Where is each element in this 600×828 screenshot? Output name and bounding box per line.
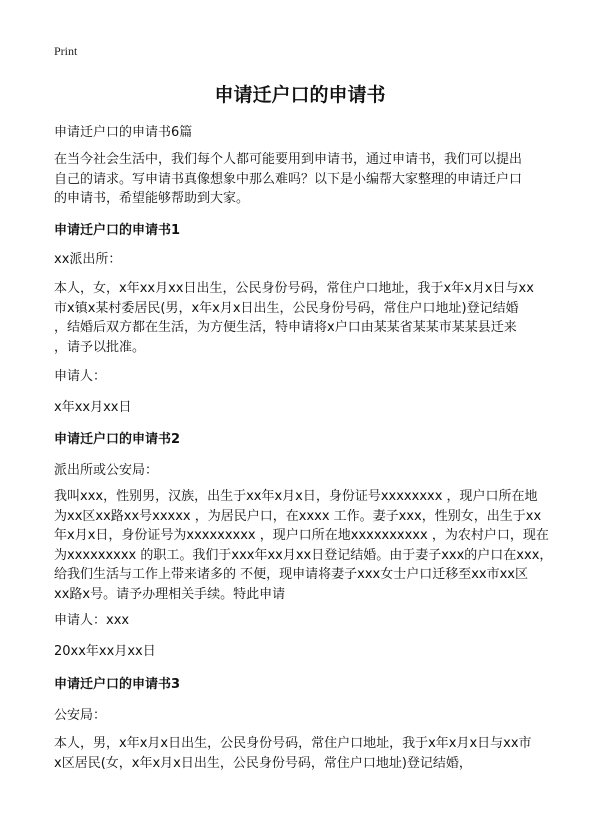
section-3-recipient: 公安局： bbox=[54, 708, 107, 723]
section-1-date: x年xx月xx日 bbox=[54, 400, 132, 415]
intro-line: 的申请书，希望能够帮助到大家。 bbox=[54, 191, 250, 206]
section-1-body-line: 本人，女，x年xx月xx日出生，公民身份号码，常住户口地址，我于x年x月x日与xx bbox=[54, 281, 534, 296]
section-1-applicant: 申请人： bbox=[54, 369, 107, 384]
section-2-body-line: 为xxxxxxxxx 的职工。我们于xxx年xx月xx日登记结婚。由于妻子xxx的户口在xxx， bbox=[54, 547, 553, 563]
section-2-body-line: 我叫xxx，性别男，汉族，出生于xx年x月x日，身份证号xxxxxxxx ，现户口所在地 bbox=[54, 489, 538, 504]
section-2-recipient: 派出所或公安局： bbox=[54, 463, 159, 478]
intro-paragraph bbox=[54, 150, 550, 209]
section-1-body bbox=[54, 279, 550, 357]
section-2-body-line: xx路x号。请予办理相关手续。特此申请 bbox=[54, 586, 286, 602]
section-1-heading: 申请迁户口的申请书1 bbox=[54, 223, 181, 238]
print-label: Print bbox=[54, 44, 78, 58]
section-2-date: 20xx年xx月xx日 bbox=[54, 644, 156, 659]
document-subtitle: 申请迁户口的申请书6篇 bbox=[54, 125, 193, 140]
section-3-body bbox=[54, 734, 550, 773]
section-2-body-line: 年x月x日，身份证号为xxxxxxxxx ，现户口所在地xxxxxxxxxx ，为农村户口，现在 bbox=[54, 528, 549, 543]
section-2-applicant: 申请人：xxx bbox=[54, 613, 130, 628]
intro-line: 自己的请求。写申请书真像想象中那么难吗？以下是小编帮大家整理的申请迁户口 bbox=[54, 171, 523, 187]
intro-line: 在当今社会生活中，我们每个人都可能要用到申请书，通过申请书，我们可以提出 bbox=[54, 152, 523, 167]
section-3-body-line: 本人，男，x年x月x日出生，公民身份号码，常住户口地址，我于x年x月x日与xx市 bbox=[54, 736, 532, 751]
section-2-body-line: 给我们生活与工作上带来诸多的 不便，现申请将妻子xxx女士户口迁移至xx市xx区 bbox=[54, 567, 528, 582]
section-1-body-line: 市x镇x某村委居民(男，x年x月x日出生，公民身份号码，常住户口地址)登记结婚 bbox=[54, 300, 519, 316]
document-title: 申请迁户口的申请书 bbox=[214, 84, 386, 106]
section-2-heading: 申请迁户口的申请书2 bbox=[54, 432, 181, 447]
section-2-body bbox=[54, 487, 553, 604]
section-3-body-line: x区居民(女，x年x月x日出生，公民身份号码，常住户口地址)登记结婚， bbox=[54, 755, 472, 771]
section-3-heading: 申请迁户口的申请书3 bbox=[54, 677, 181, 692]
section-1-body-line: ，结婚后双方都在生活，为方便生活，特申请将x户口由某某省某某市某某县迁来 bbox=[54, 320, 517, 335]
section-1-recipient: xx派出所： bbox=[54, 252, 122, 267]
section-1-body-line: ，请予以批准。 bbox=[54, 339, 146, 355]
section-2-body-line: 为xx区xx路xx号xxxxx ，为居民户口，在xxxx 工作。妻子xxx，性别女，出生于xx bbox=[54, 508, 542, 524]
